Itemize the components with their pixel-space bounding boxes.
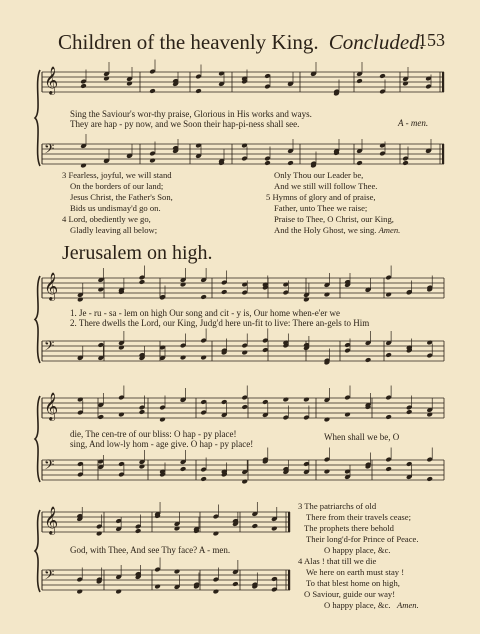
note-head (426, 412, 433, 418)
note-head (200, 294, 207, 300)
note-head (80, 83, 87, 89)
note-head (174, 569, 181, 575)
note-head (180, 282, 187, 288)
bass-clef-icon: 𝄢 (44, 141, 55, 160)
note-head (103, 76, 110, 82)
verse-line: O happy place, &c. (324, 545, 391, 555)
lyric-line-1: die, The cen-tre of our bliss: O hap - py place! (70, 429, 237, 439)
note-head (221, 289, 228, 295)
note-head (98, 414, 105, 420)
note-head (241, 350, 248, 356)
note-head (379, 73, 386, 79)
verse-line: O Saviour, guide our way! (304, 589, 396, 599)
verse-line (298, 600, 419, 611)
note-head (365, 357, 372, 363)
amen-label: A - men. (398, 118, 429, 128)
verse-line: 4 Alas ! that till we die (298, 556, 377, 566)
note-head (200, 355, 207, 361)
note-head (232, 581, 239, 587)
verse-line: Their long'd-for Prince of Peace. (306, 534, 419, 544)
system-brace (35, 510, 40, 592)
verse-line: The prophets there behold (304, 523, 394, 533)
final-bar (442, 72, 444, 92)
verse-line: Praise to Thee, O Christ, our King, (274, 214, 394, 224)
note-head (241, 404, 248, 410)
final-bar (288, 570, 290, 590)
verse-4-block (298, 556, 419, 611)
amen-label: Amen. (378, 225, 401, 235)
note-head (385, 292, 392, 298)
note-head (283, 397, 290, 403)
verse-line: Jesus Christ, the Father's Son, (70, 192, 173, 202)
system-brace (35, 396, 40, 482)
lyric-line-1: Sing the Saviour's wor-thy praise, Glorious in His works and ways. (70, 109, 312, 119)
verse-text: And the Holy Ghost, we sing. (274, 225, 377, 235)
note-head (344, 412, 351, 418)
verse-line: To that blest home on high, (306, 578, 400, 588)
note-head (385, 414, 392, 420)
note-head (406, 409, 413, 415)
verse-3-block (62, 170, 173, 214)
verse-line: Bids us undismay'd go on. (70, 203, 161, 213)
verse-line: Only Thou our Leader be, (274, 170, 364, 180)
verse-5-block (266, 192, 400, 236)
note-head (195, 88, 202, 94)
verse-line (266, 225, 400, 236)
page-number: 153 (418, 30, 445, 50)
note-head (356, 160, 363, 166)
system-brace (35, 70, 40, 166)
note-head (264, 160, 271, 166)
note-head (303, 397, 310, 403)
note-head (115, 589, 122, 595)
note-head (356, 78, 363, 84)
note-head (96, 531, 103, 537)
lyric-line-1: 1. Je - ru - sa - lem on high Our song and cit - y is, Our home when-e'er we (70, 308, 341, 318)
final-bar (442, 144, 444, 164)
note-head (426, 476, 433, 482)
note-head (213, 589, 220, 595)
verse-line: Gladly leaving all below; (70, 225, 158, 235)
verse-line: On the borders of our land; (70, 181, 164, 191)
verse-4-continued-block (266, 170, 377, 192)
lyric-line-2: 2. There dwells the Lord, our King, Judg'd here un-fit to live: There an-gels to Him (70, 318, 370, 328)
note-head (77, 297, 84, 303)
note-head (213, 531, 220, 537)
verse-line: There from their travels cease; (306, 512, 411, 522)
note-head (402, 81, 409, 87)
note-head (76, 589, 83, 595)
note-head (149, 158, 156, 164)
note-head (149, 88, 156, 94)
note-head (98, 287, 105, 293)
note-head (385, 466, 392, 472)
note-head (126, 81, 133, 87)
treble-clef-icon: 𝄞 (44, 66, 59, 94)
treble-clef-icon: 𝄞 (44, 392, 59, 420)
note-head (262, 347, 269, 353)
final-bar (288, 512, 290, 532)
verse-line: We here on earth must stay ! (306, 567, 405, 577)
treble-clef-icon: 𝄞 (44, 506, 59, 534)
verse-line: 4 Lord, obediently we go, (62, 214, 151, 224)
note-head (174, 526, 181, 532)
verse-line: 3 The patriarchs of old (298, 501, 377, 511)
note-head (118, 412, 125, 418)
note-head (139, 409, 146, 415)
note-head (303, 297, 310, 303)
note-head (402, 160, 409, 166)
note-head (139, 464, 146, 470)
lyric-line-refrain: When shall we be, O (324, 432, 400, 442)
note-head (271, 526, 278, 532)
bass-clef-icon: 𝄢 (44, 457, 55, 476)
note-head (118, 345, 125, 351)
note-head (159, 417, 166, 423)
verse-line: 5 Hymns of glory and of praise, (266, 192, 376, 202)
note-head (324, 469, 331, 475)
hymn-title (58, 30, 425, 55)
lyric-line-2: They are hap - py now, and we Soon their hap-pi-ness shall see. (70, 119, 300, 129)
note-head (287, 160, 294, 166)
hymn-title-text: Children of the heavenly King. (58, 30, 319, 54)
note-head (180, 466, 187, 472)
note-head (180, 355, 187, 361)
note-head (154, 584, 161, 590)
note-head (324, 417, 331, 423)
bass-clef-icon: 𝄢 (44, 338, 55, 357)
verse-4-block (62, 214, 157, 236)
note-head (139, 279, 146, 285)
note-head (80, 163, 87, 169)
note-head (200, 476, 207, 482)
verse-line: 3 Fearless, joyful, we will stand (62, 170, 172, 180)
hymn-title-2: Jerusalem on high. (62, 242, 213, 264)
lyric-line-2: sing, And low-ly hom - age give. O hap - py place! (70, 439, 254, 449)
note-head (252, 523, 259, 529)
verse-text: O happy place, &c. (324, 600, 391, 610)
note-head (241, 479, 248, 485)
verse-line: And we still will follow Thee. (274, 181, 378, 191)
note-head (385, 352, 392, 358)
note-head (135, 528, 142, 534)
note-head (324, 292, 331, 298)
lyric-line-final: God, with Thee, And see Thy face? A - men. (70, 545, 231, 555)
amen-label: Amen. (397, 600, 419, 610)
concluded-label: Concluded. (328, 30, 425, 54)
treble-clef-icon: 𝄞 (44, 272, 59, 300)
bass-clef-icon: 𝄢 (44, 567, 55, 586)
system-brace (35, 276, 40, 363)
verse-3-block (298, 501, 419, 556)
verse-line: Father, unto Thee we raise; (274, 203, 368, 213)
